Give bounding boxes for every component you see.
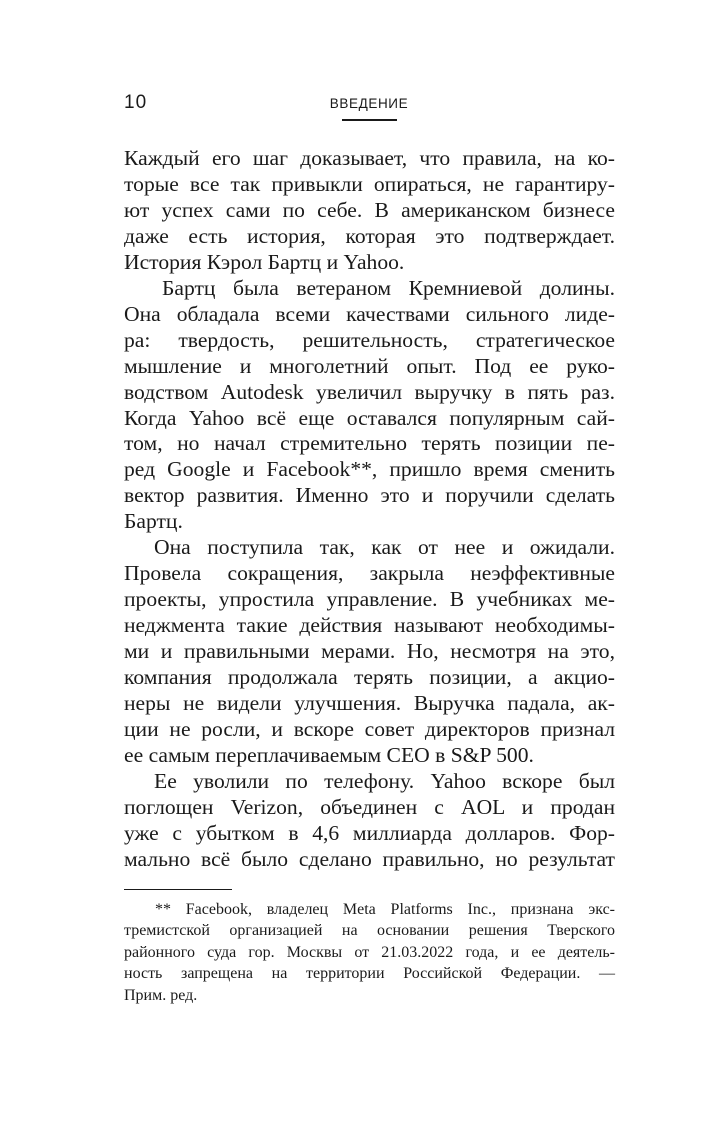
text-line: торые все так привыкли опираться, не гарантиру- (124, 171, 615, 196)
footnote-line: тремистской организацией на основании решения Тверского (124, 922, 615, 940)
paragraph-3 (124, 535, 615, 769)
text-line: компания продолжала терять позиции, а акцио- (124, 665, 615, 690)
text-line: проекты, упростила управление. В учебниках ме- (124, 587, 615, 612)
footnote-line: Прим. ред. (124, 986, 198, 1004)
body-text (124, 146, 615, 873)
text-line: ми и правильными мерами. Но, несмотря на это, (124, 639, 615, 664)
text-line: том, но начал стремительно терять позиции пе- (124, 431, 615, 456)
footnote-line: ** Facebook, владелец Meta Platforms Inc., признана экс- (155, 901, 615, 918)
text-line: ют успех сами по себе. В американском бизнесе (124, 197, 615, 222)
paragraph-1 (124, 146, 615, 276)
text-line: Бартц. (124, 509, 183, 534)
footnote-line: районного суда гор. Москвы от 21.03.2022 года, и ее деятель- (124, 943, 615, 961)
text-line: неры не видели улучшения. Выручка падала, ак- (124, 691, 615, 716)
text-line: Она обладала всеми качествами сильного лиде- (124, 301, 615, 326)
paragraph-2 (124, 276, 615, 536)
text-line: Бартц была ветераном Кремниевой долины. (162, 275, 615, 300)
text-line: мышление и многолетний опыт. Под ее руко- (124, 353, 615, 378)
footnote-separator (124, 889, 232, 890)
page-number: 10 (124, 92, 148, 113)
text-line: Она поступила так, как от нее и ожидали. (154, 535, 615, 560)
text-line: уже с убытком в 4,6 миллиарда долларов. Фор- (124, 820, 615, 845)
text-line: поглощен Verizon, объединен с AOL и продан (124, 794, 615, 819)
text-line: даже есть история, которая это подтверждает. (124, 223, 615, 248)
footnote (124, 899, 615, 1006)
text-line: водством Autodesk увеличил выручку в пять раз. (124, 379, 615, 404)
text-line: ра: твердость, решительность, стратегическое (124, 327, 615, 352)
paragraph-4 (124, 769, 615, 873)
text-line: Когда Yahoo всё еще оставался популярным сай- (124, 405, 615, 430)
text-line: вектор развития. Именно это и поручили сделать (124, 483, 615, 508)
text-line: Провела сокращения, закрыла неэффективные (124, 561, 615, 586)
text-line: ред Google и Facebook**, пришло время сменить (124, 457, 615, 482)
text-line: Ее уволили по телефону. Yahoo вскоре был (154, 768, 615, 793)
text-line: ее самым переплачиваемым CEO в S&P 500. (124, 742, 534, 767)
running-head-title: ВВЕДЕНИЕ (329, 96, 409, 111)
text-line: История Кэрол Бартц и Yahoo. (124, 249, 405, 274)
footnote-line: ность запрещена на территории Российской Федерации. — (124, 965, 615, 983)
text-line: неджмента такие действия называют необходимы- (124, 613, 615, 638)
running-head-underline (342, 119, 397, 121)
text-line: мально всё было сделано правильно, но результат (124, 846, 615, 871)
text-line: Каждый его шаг доказывает, что правила, на ко- (124, 146, 615, 170)
text-line: ции не росли, и вскоре совет директоров признал (124, 716, 615, 741)
